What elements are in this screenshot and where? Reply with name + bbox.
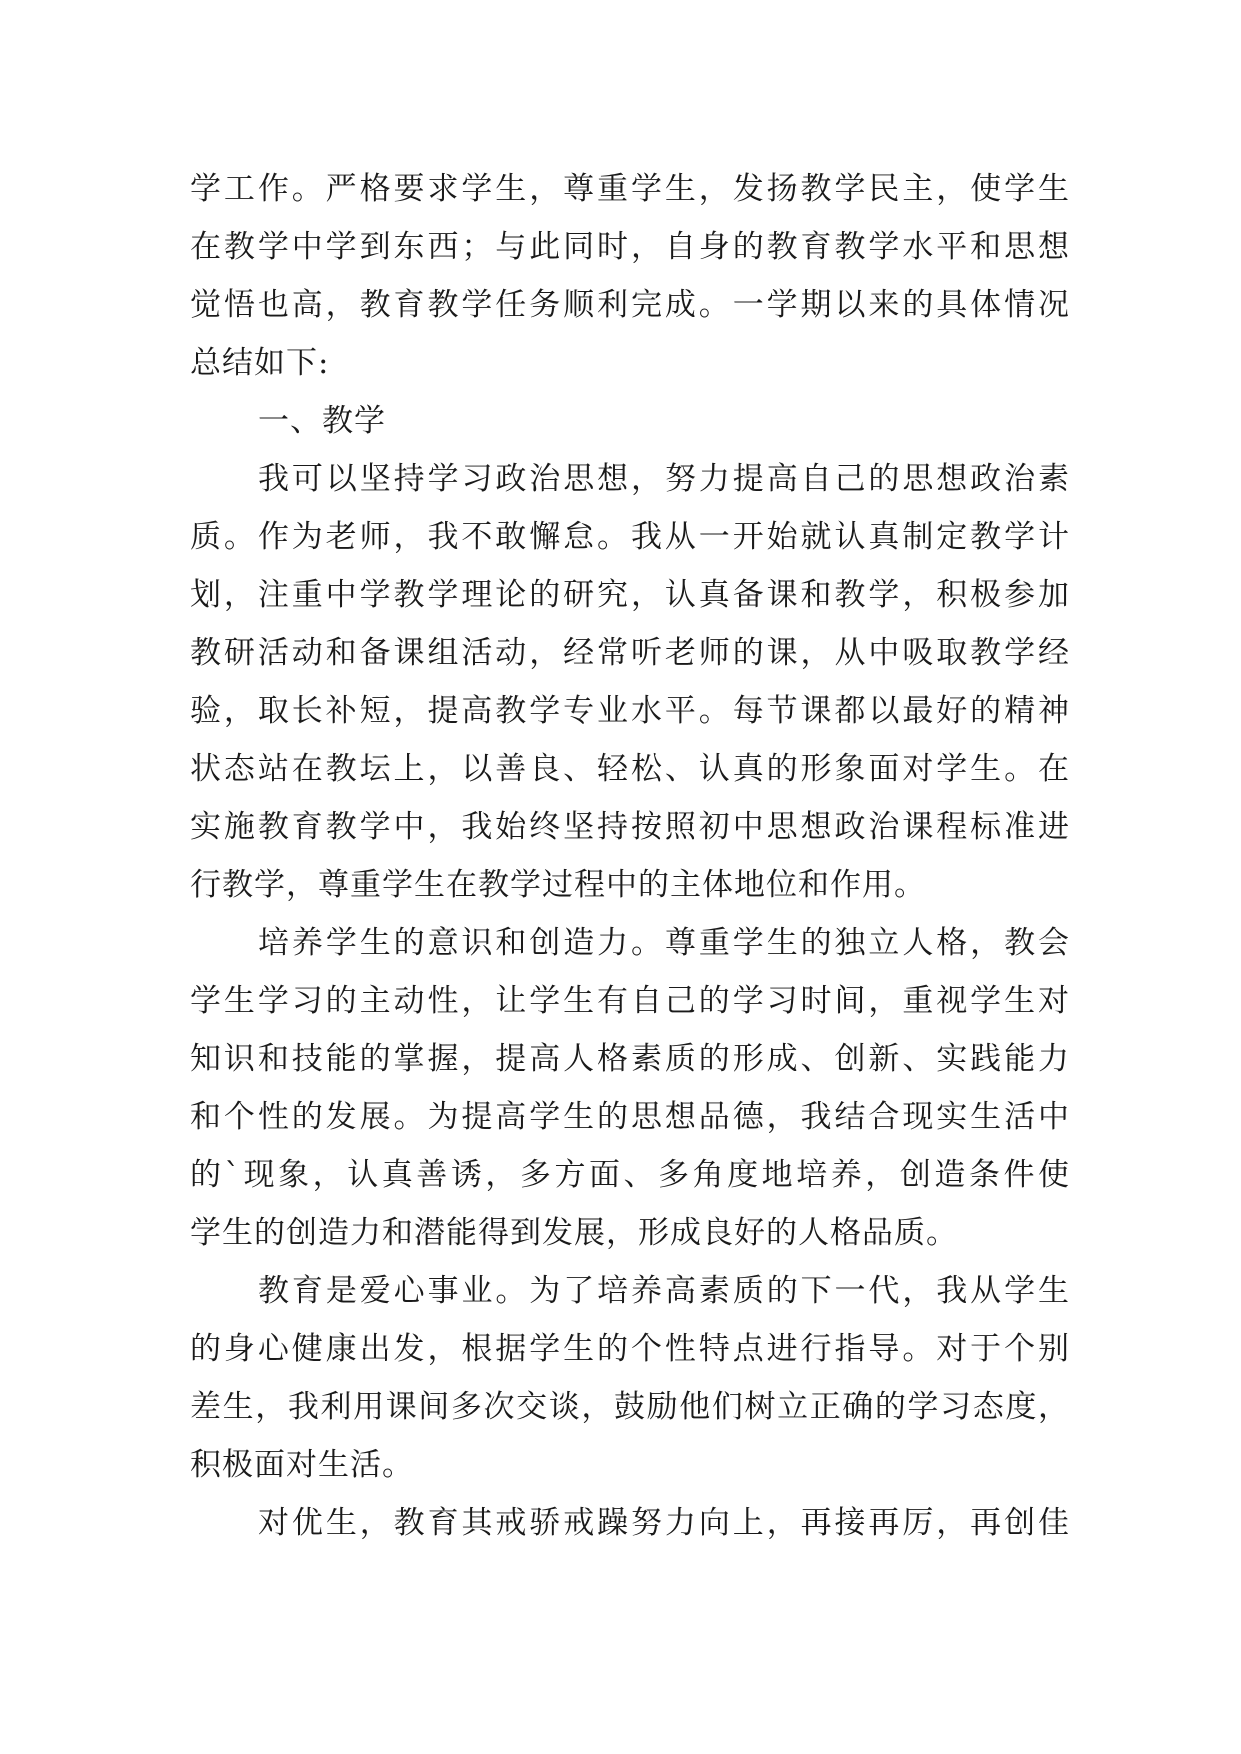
text-line: 划，注重中学教学理论的研究，认真备课和教学，积极参加 bbox=[190, 577, 1070, 613]
text-line: 在教学中学到东西；与此同时，自身的教育教学水平和思想 bbox=[190, 229, 1070, 265]
text-line: 状态站在教坛上，以善良、轻松、认真的形象面对学生。在 bbox=[190, 751, 1070, 787]
text-line: 教育是爱心事业。为了培养高素质的下一代，我从学生 bbox=[258, 1273, 1070, 1309]
text-line: 质。作为老师，我不敢懈怠。我从一开始就认真制定教学计 bbox=[190, 519, 1070, 555]
text-line: 的身心健康出发，根据学生的个性特点进行指导。对于个别 bbox=[190, 1331, 1070, 1367]
text-line: 学工作。严格要求学生，尊重学生，发扬教学民主，使学生 bbox=[190, 171, 1070, 207]
text-line: 行教学，尊重学生在教学过程中的主体地位和作用。 bbox=[190, 867, 926, 903]
text-line: 我可以坚持学习政治思想，努力提高自己的思想政治素 bbox=[258, 461, 1070, 497]
text-line: 积极面对生活。 bbox=[190, 1447, 414, 1483]
text-line: 培养学生的意识和创造力。尊重学生的独立人格，教会 bbox=[258, 925, 1070, 961]
text-line: 实施教育教学中，我始终坚持按照初中思想政治课程标准进 bbox=[190, 809, 1070, 845]
text-line: 差生，我利用课间多次交谈，鼓励他们树立正确的学习态度， bbox=[190, 1389, 1070, 1425]
text-line: 和个性的发展。为提高学生的思想品德，我结合现实生活中 bbox=[190, 1099, 1070, 1135]
text-line: 知识和技能的掌握，提高人格素质的形成、创新、实践能力 bbox=[190, 1041, 1070, 1077]
text-line: 验，取长补短，提高教学专业水平。每节课都以最好的精神 bbox=[190, 693, 1070, 729]
text-line: 学生的创造力和潜能得到发展，形成良好的人格品质。 bbox=[190, 1215, 958, 1251]
document-body bbox=[190, 160, 1070, 1552]
text-line: 觉悟也高，教育教学任务顺利完成。一学期以来的具体情况 bbox=[190, 287, 1070, 323]
text-line: 总结如下: bbox=[190, 345, 330, 381]
text-line: 学生学习的主动性，让学生有自己的学习时间，重视学生对 bbox=[190, 983, 1070, 1019]
text-line: 教研活动和备课组活动，经常听老师的课，从中吸取教学经 bbox=[190, 635, 1070, 671]
section-heading: 一、教学 bbox=[258, 403, 386, 439]
text-line: 对优生，教育其戒骄戒躁努力向上，再接再厉，再创佳 bbox=[258, 1505, 1070, 1541]
text-line: 的`现象，认真善诱，多方面、多角度地培养，创造条件使 bbox=[190, 1157, 1070, 1193]
